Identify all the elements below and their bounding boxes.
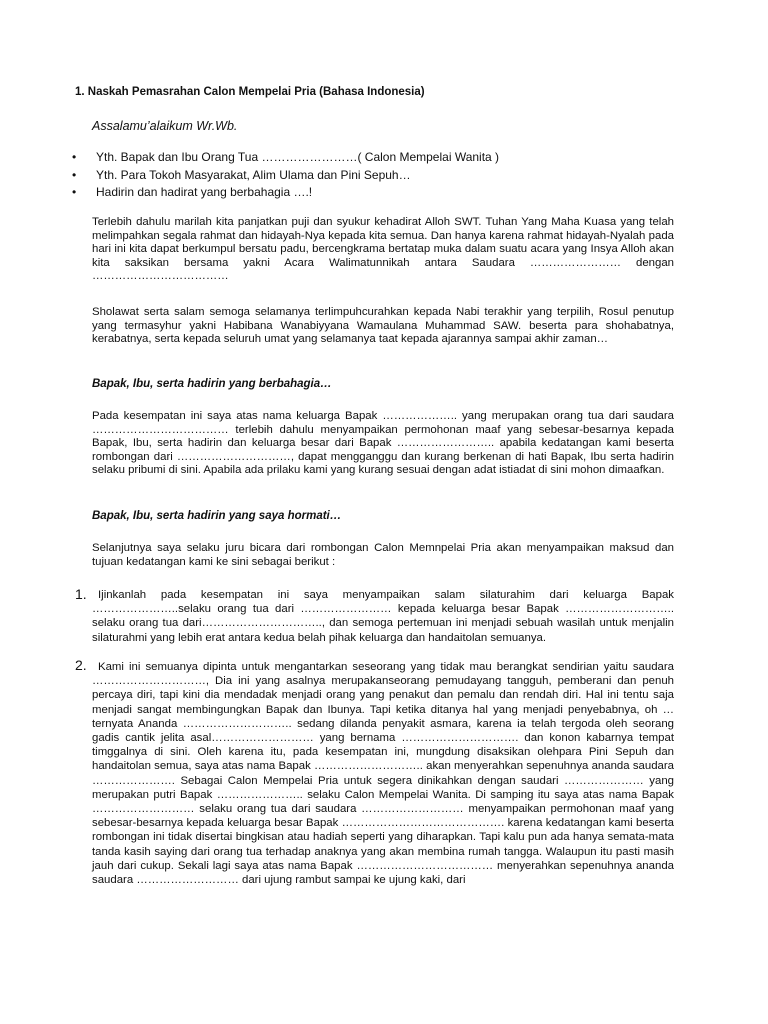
bullet-icon: • bbox=[72, 150, 77, 164]
list-item bbox=[0, 168, 768, 186]
document-title: 1. Naskah Pemasrahan Calon Mempelai Pria (Bahasa Indonesia) bbox=[75, 86, 425, 98]
item-number: 2. bbox=[75, 657, 87, 673]
paragraph-apology: Pada kesempatan ini saya atas nama keluarga Bapak ……………….. yang merupakan orang tua dari saudara ……………………………… terlebih dahulu menyampaikan permohonan maaf yang sebesar-besarnya kepada Bapak, Ibu, serta hadirin dan keluarga besar dari Bapak …………………….. apabila kedatangan kami beserta rombongan dari …………………………, dapat mengganggu dan kurang berkenan di hati Bapak, Ibu serta hadirin selaku pribumi di sini. Apabila ada prilaku kami yang kurang sesuai dengan adat istiadat di sini mohon dimaafkan. bbox=[92, 410, 674, 477]
section-heading: Bapak, Ibu, serta hadirin yang berbahagia… bbox=[92, 378, 332, 390]
paragraph-opening: Terlebih dahulu marilah kita panjatkan puji dan syukur kehadirat Alloh SWT. Tuhan Yang Maha Kuasa yang telah melimpahkan segala rahmat dan hidayah-Nya kepada kita semua. Dan hanya karena rahmat hidayah-Nyalah pada hari ini kita dapat berkumpul bersatu padu, bercengkrama bertatap muka dalam suatu acara yang Insya Alloh akan kita saksikan bersama yakni Acara Walimatunnikah antara Saudara …………………… dengan ……………………………… bbox=[92, 216, 674, 283]
bullet-icon: • bbox=[72, 185, 77, 199]
salutation-text: Yth. Para Tokoh Masyarakat, Alim Ulama dan Pini Sepuh… bbox=[96, 167, 411, 182]
salutation-text: Hadirin dan hadirat yang berbahagia ….! bbox=[96, 185, 313, 199]
paragraph-sholawat: Sholawat serta salam semoga selamanya terlimpuhcurahkan kepada Nabi terakhir yang terpilih, Rosul penutup yang termasyhur yakni Habibana Wanabiyyana Wamaulana Muhammad SAW. beserta para shohabatnya, kerabatnya, serta kepada seluruh umat yang selamanya taat kepada ajarannya sampai akhir zaman… bbox=[92, 306, 674, 346]
greeting-salam: Assalamu’alaikum Wr.Wb. bbox=[92, 119, 238, 133]
numbered-item-text: Kami ini semuanya dipinta untuk mengantarkan seseorang yang tidak mau berangkat sendirian yaitu saudara …………………………, Dia ini yang asalnya merupakanseorang pemudayang tangguh, pemberani dan penuh percaya diri, tapi kini dia mendadak menjadi orang yang penakut dan pemalu dan rendah diri. Hal ini tentu saja menjadi sangat membingungkan Bapak dan Ibunya. Tapi ketika ditanya hal yang menjadi penyebabnya, oh …ternyata Ananda ……………………….. sedang dilanda penyakit asmara, karena ia telah tergoda oleh seorang gadis cantik jelita asal……………………… yang bernama …………………………. dan konon kabarnya tempat timggalnya di sini. Oleh karena itu, pada kesempatan ini, mungdung disaksikan olehpara Pini Sepuh dan handaitolan semua, saya atas nama Bapak ……………………….. akan menyerahkan sepenuhnya ananda saudara …………………. Sebagai Calon Mempelai Pria untuk segera dinikahkan dengan saudari ………………… yang merupakan putri Bapak ………………….. selaku Calon Mempelai Wanita. Di samping itu saya atas nama Bapak ……………………… selaku orang tua dari saudara ……………………… menyampaikan permohonan maaf yang sebesar-besarnya kepada keluarga besar Bapak ……………………………………. karena kedatangan kami beserta rombongan ini tidak disertai bingkisan atau hadiah seperti yang diharapkan. Tapi kalu pun ada hanya semata-mata tanda kasih saying dari orang tua terhadap anaknya yang akan membina rumah tangga. Walaupun itu pasti masih jauh dari cukup. Sekali lagi saya atas nama Bapak ……………………………… menyerahkan sepenuhnya ananda saudara ……………………… dari ujung rambut sampai ke ujung kaki, dari bbox=[92, 661, 674, 887]
salutation-list bbox=[0, 150, 768, 203]
bullet-icon: • bbox=[72, 167, 77, 182]
salutation-text: Yth. Bapak dan Ibu Orang Tua ……………………( Calon Mempelai Wanita ) bbox=[96, 150, 500, 164]
paragraph-intent: Selanjutnya saya selaku juru bicara dari rombongan Calon Memnpelai Pria akan menyampaikan maksud dan tujuan kedatangan kami ke sini sebagai berikut : bbox=[92, 542, 674, 568]
list-item bbox=[0, 185, 768, 203]
section-heading: Bapak, Ibu, serta hadirin yang saya hormati… bbox=[92, 510, 342, 522]
list-item bbox=[0, 150, 768, 168]
item-number: 1. bbox=[75, 586, 87, 602]
numbered-item-text: Ijinkanlah pada kesempatan ini saya menyampaikan salam silaturahim dari keluarga Bapak …………………..selaku orang tua dari …………………… kepada keluarga besar Bapak ……………………….. selaku orang tua dari………………………….., dan semoga pertemuan ini menjadi sebuah wasilah untuk menjalin silaturahmi yang lebih erat antara kedua belah pihak keluarga dan handaitolan semuanya. bbox=[92, 589, 674, 644]
